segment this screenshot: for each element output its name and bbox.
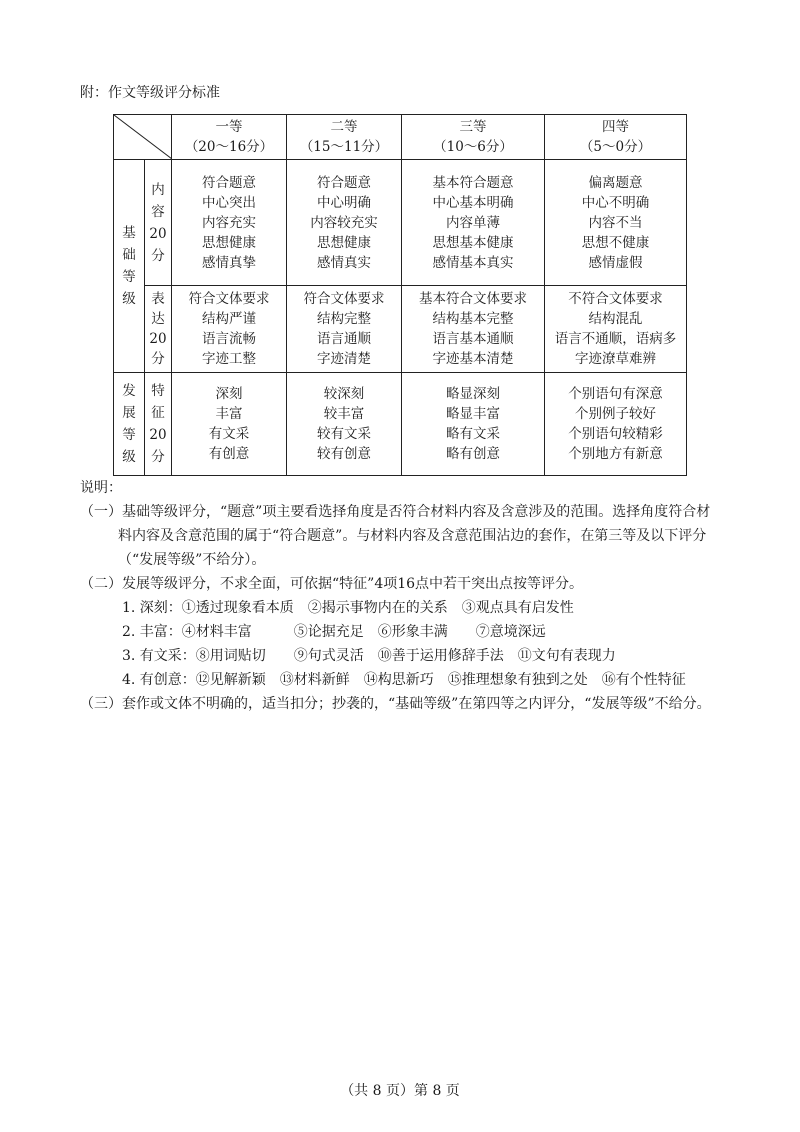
expression-cell-2: 符合文体要求 结构完整 语言通顺 字迹清楚 — [287, 286, 402, 373]
note-2-item: 2. 丰富：④材料丰富 ⑤论据充足 ⑥形象丰满 ⑦意境深远 — [122, 624, 546, 640]
note-2-item: 4. 有创意：⑫见解新颖 ⑬材料新鲜 ⑭构思新巧 ⑮推理想象有独到之处 ⑯有个性特征 — [122, 672, 686, 688]
note-2-item: 3. 有文采：⑧用词贴切 ⑨句式灵活 ⑩善于运用修辞手法 ⑪文句有表现力 — [122, 648, 616, 664]
notes-heading: 说明： — [80, 480, 122, 496]
note-2: （二）发展等级评分，不求全面，可依据“特征”4项16点中若干突出点按等评分。 — [80, 576, 584, 592]
feature-cell-1: 深刻 丰富 有文采 有创意 — [172, 373, 287, 476]
note-1-line-2: 料内容及含意范围的属于“符合题意”。与材料内容及含意范围沾边的套作，在第三等及以下评分 — [118, 528, 707, 544]
expression-cell-3: 基本符合文体要求 结构基本完整 语言基本通顺 字迹基本清楚 — [402, 286, 545, 373]
note-1-line-1: （一）基础等级评分，“题意”项主要看选择角度是否符合材料内容及含意涉及的范围。选择角度符合材 — [80, 504, 711, 520]
content-row — [114, 160, 687, 286]
diagonal-header-cell — [114, 115, 172, 160]
feature-cell-3: 略显深刻 略显丰富 略有文采 略有创意 — [402, 373, 545, 476]
page-title: 附：作文等级评分标准 — [80, 85, 220, 101]
content-cell-1: 符合题意 中心突出 内容充实 思想健康 感情真挚 — [172, 160, 287, 286]
notes-section — [80, 476, 760, 716]
expression-cell-1: 符合文体要求 结构严谨 语言流畅 字迹工整 — [172, 286, 287, 373]
expression-cell-4: 不符合文体要求 结构混乱 语言不通顺，语病多 字迹潦草难辨 — [545, 286, 687, 373]
basic-level-label: 基 础 等 级 — [114, 160, 145, 373]
grade-header-3: 三等 （10～6分） — [402, 115, 545, 160]
page-footer: （共 8 页）第 8 页 — [340, 1083, 460, 1099]
expression-row — [114, 286, 687, 373]
feature-label: 特 征 20 分 — [145, 373, 172, 476]
grade-header-2: 二等 （15～11分） — [287, 115, 402, 160]
development-level-label: 发 展 等 级 — [114, 373, 145, 476]
table-header-row — [114, 115, 687, 160]
expression-label: 表 达 20 分 — [145, 286, 172, 373]
note-1-line-3: （“发展等级”不给分）。 — [118, 552, 266, 568]
content-cell-3: 基本符合题意 中心基本明确 内容单薄 思想基本健康 感情基本真实 — [402, 160, 545, 286]
note-2-item: 1. 深刻：①透过现象看本质 ②揭示事物内在的关系 ③观点具有启发性 — [122, 600, 574, 616]
content-cell-2: 符合题意 中心明确 内容较充实 思想健康 感情真实 — [287, 160, 402, 286]
grading-table — [113, 114, 687, 476]
feature-row — [114, 373, 687, 476]
content-cell-4: 偏离题意 中心不明确 内容不当 思想不健康 感情虚假 — [545, 160, 687, 286]
grade-header-1: 一等 （20～16分） — [172, 115, 287, 160]
feature-cell-4: 个别语句有深意 个别例子较好 个别语句较精彩 个别地方有新意 — [545, 373, 687, 476]
content-label: 内 容 20 分 — [145, 160, 172, 286]
feature-cell-2: 较深刻 较丰富 较有文采 较有创意 — [287, 373, 402, 476]
grade-header-4: 四等 （5～0分） — [545, 115, 687, 160]
note-3: （三）套作或文体不明确的，适当扣分；抄袭的，“基础等级”在第四等之内评分，“发展等级”不给分。 — [80, 696, 711, 712]
